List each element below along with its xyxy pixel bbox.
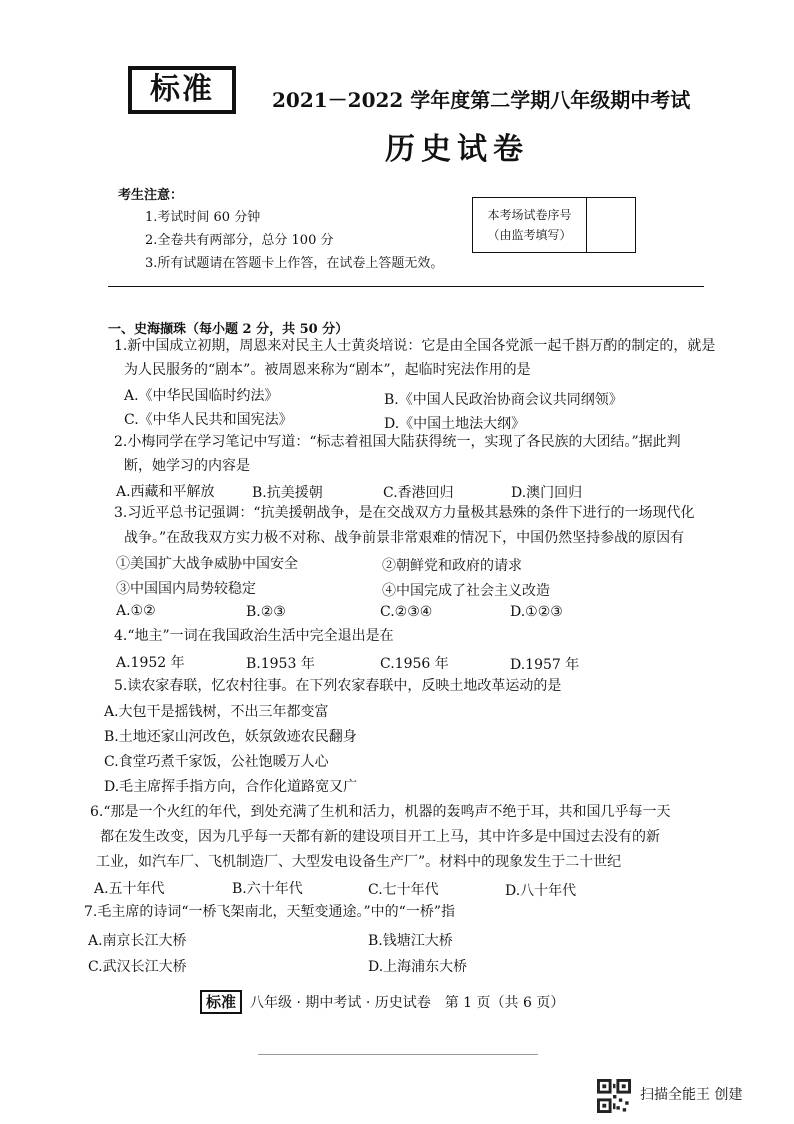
section-heading: 一、史海撷珠（每小题 2 分，共 50 分） (108, 322, 349, 337)
question-1-option-b: B.《中国人民政治协商会议共同纲领》 (384, 392, 623, 408)
question-5-option-b: B.土地还家山河改色，妖氛敛迹农民翻身 (104, 729, 357, 745)
seat-number-box (472, 197, 636, 253)
question-6-option-a: A.五十年代 (94, 881, 165, 897)
question-3-option-d: D.①②③ (510, 604, 563, 620)
question-2-option-a: A.西藏和平解放 (116, 484, 215, 500)
question-3-choice-4: ④中国完成了社会主义改造 (382, 583, 550, 599)
question-5-text: 5.读农家春联，忆农村往事。在下列农家春联中，反映土地改革运动的是 (114, 678, 562, 694)
qr-code-icon (597, 1079, 631, 1113)
question-7-option-c: C.武汉长江大桥 (88, 959, 187, 975)
question-3-choice-2: ②朝鲜党和政府的请求 (382, 558, 522, 574)
seat-label-line: （由监考填写） (487, 228, 572, 242)
question-1-option-d: D.《中国土地法大纲》 (384, 416, 526, 432)
question-6-option-b: B.六十年代 (232, 881, 303, 897)
notice-item: 3.所有试题请在答题卡上作答，在试卷上答题无效。 (145, 256, 444, 271)
footer-divider (258, 1054, 538, 1055)
footer-page-info: 八年级 · 期中考试 · 历史试卷 第 1 页（共 6 页） (250, 995, 565, 1011)
question-6-text: 工业，如汽车厂、飞机制造厂、大型发电设备生产厂”。材料中的现象发生于二十世纪 (96, 854, 622, 870)
seat-label-line: 本考场试卷序号 (487, 208, 572, 222)
notice-item: 2.全卷共有两部分，总分 100 分 (145, 233, 334, 248)
question-7-option-a: A.南京长江大桥 (88, 933, 187, 949)
question-4-option-c: C.1956 年 (380, 656, 449, 672)
question-7-option-b: B.钱塘江大桥 (368, 933, 453, 949)
question-3-choice-1: ①美国扩大战争威胁中国安全 (116, 556, 298, 572)
question-6-text: 都在发生改变，因为几乎每一天都有新的建设项目开工上马，其中许多是中国过去没有的新 (100, 829, 660, 845)
exam-title: 2021－2022 学年度第二学期八年级期中考试 (272, 88, 691, 112)
scanner-watermark: 扫描全能王 创建 (640, 1087, 743, 1103)
question-3-choice-3: ③中国国内局势较稳定 (116, 581, 256, 597)
divider (108, 286, 704, 287)
question-3-text: 3.习近平总书记强调：“抗美援朝战争，是在交战双方力量极其悬殊的条件下进行的一场现代化 (114, 505, 695, 521)
question-1-text: 为人民服务的“剧本”。被周恩来称为“剧本”，起临时宪法作用的是 (124, 362, 531, 378)
question-2-option-c: C.香港回归 (383, 485, 454, 501)
question-3-option-a: A.①② (116, 603, 156, 619)
question-4-option-a: A.1952 年 (116, 655, 185, 671)
question-3-option-b: B.②③ (246, 604, 286, 620)
page-footer (200, 990, 564, 1014)
brand-stamp: 标准 (128, 66, 236, 114)
question-3-text: 战争。”在敌我双方实力极不对称、战争前景非常艰难的情况下，中国仍然坚持参战的原因有 (124, 530, 685, 546)
question-4-text: 4.“地主”一词在我国政治生活中完全退出是在 (114, 628, 394, 644)
question-2-option-d: D.澳门回归 (511, 485, 583, 501)
question-2-option-b: B.抗美援朝 (252, 485, 323, 501)
question-5-option-c: C.食堂巧煮千家饭，公社饱暖万人心 (104, 754, 329, 770)
seat-number-label (473, 198, 587, 252)
question-6-option-c: C.七十年代 (368, 882, 439, 898)
notice-heading: 考生注意： (118, 188, 184, 203)
question-5-option-a: A.大包干是摇钱树，不出三年都变富 (104, 704, 329, 720)
seat-number-fill-area (587, 198, 635, 252)
question-1-text: 1.新中国成立初期，周恩来对民主人士黄炎培说：它是由全国各党派一起千斟万酌的制定的，就是 (114, 338, 716, 354)
question-6-option-d: D.八十年代 (505, 883, 577, 899)
notice-item: 1.考试时间 60 分钟 (145, 210, 261, 225)
question-4-option-d: D.1957 年 (510, 657, 580, 673)
question-7-text: 7.毛主席的诗词“一桥飞架南北，天堑变通途。”中的“一桥”指 (84, 904, 455, 920)
question-2-text: 断，她学习的内容是 (124, 458, 250, 474)
question-5-option-d: D.毛主席挥手指方向，合作化道路宽又广 (104, 779, 358, 795)
question-1-option-c: C.《中华人民共和国宪法》 (124, 412, 293, 428)
question-4-option-b: B.1953 年 (246, 656, 315, 672)
question-6-text: 6.“那是一个火红的年代，到处充满了生机和活力，机器的轰鸣声不绝于耳，共和国几乎每一天 (90, 804, 671, 820)
subject-title: 历史试卷 (385, 132, 529, 167)
question-7-option-d: D.上海浦东大桥 (368, 959, 468, 975)
question-1-option-a: A.《中华民国临时约法》 (124, 388, 279, 404)
question-3-option-c: C.②③④ (380, 604, 433, 620)
question-2-text: 2.小梅同学在学习笔记中写道：“标志着祖国大陆获得统一，实现了各民族的大团结。”据此判 (114, 434, 681, 450)
footer-stamp: 标准 (200, 990, 242, 1014)
